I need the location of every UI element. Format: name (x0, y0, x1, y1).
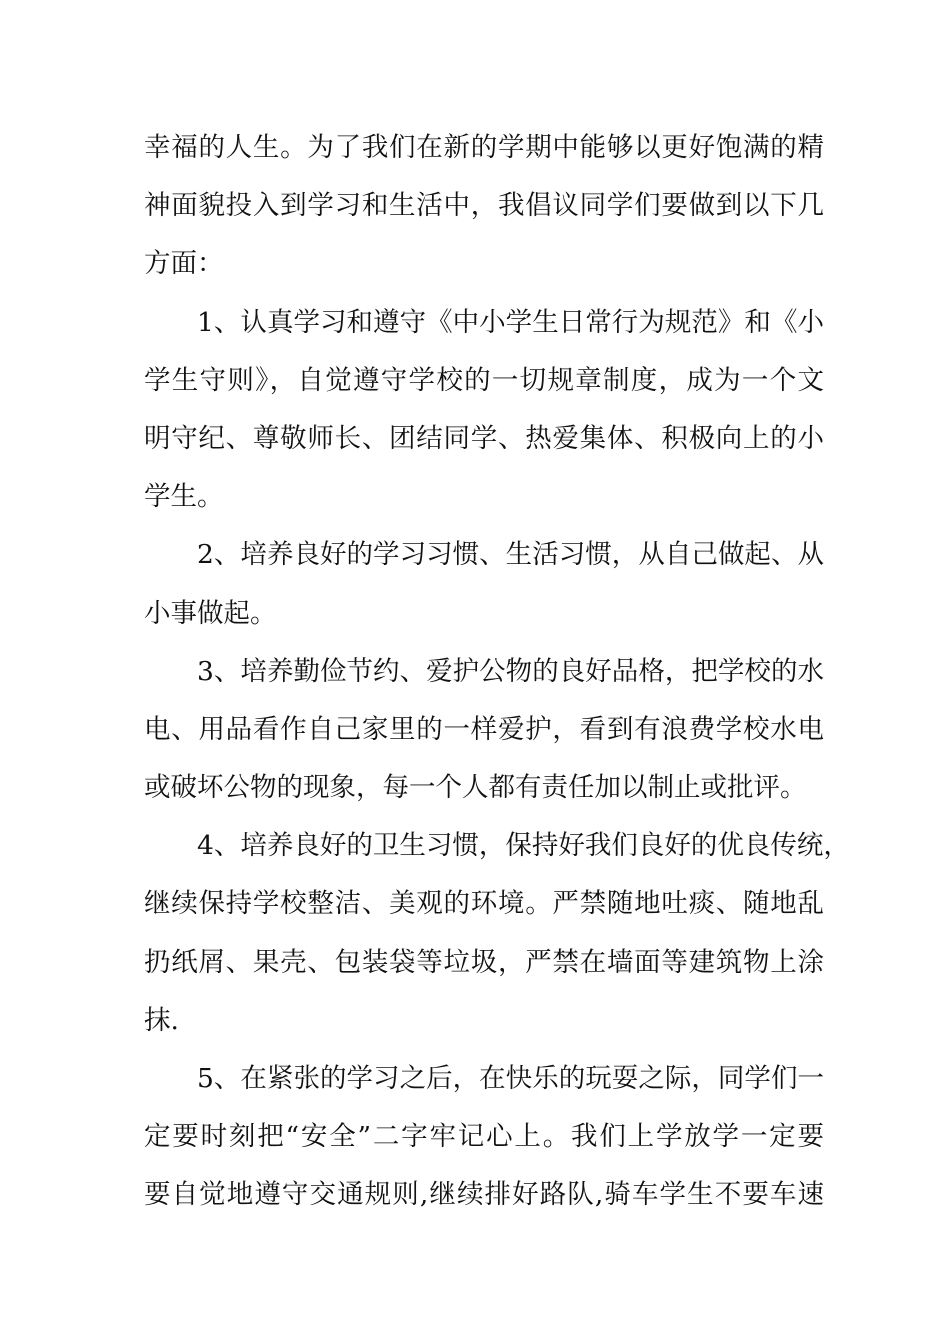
text-line: 小事做起。 (144, 597, 277, 629)
text-line: 神面貌投入到学习和生活中，我倡议同学们要做到以下几 (144, 190, 824, 222)
text-line: 幸福的人生。为了我们在新的学期中能够以更好饱满的精 (144, 132, 824, 163)
text-line: 电、用品看作自己家里的一样爱护，看到有浪费学校水电 (144, 713, 824, 745)
paragraph-1-start: 1、认真学习和遵守《中小学生日常行为规范》和《小 (197, 306, 824, 338)
text-line: 继续保持学校整洁、美观的环境。严禁随地吐痰、随地乱 (144, 888, 824, 920)
paragraph-3-start: 3、培养勤俭节约、爱护公物的良好品格，把学校的水 (197, 655, 824, 687)
text-line: 学生守则》，自觉遵守学校的一切规章制度，成为一个文 (144, 364, 824, 396)
text-line: 扔纸屑、果壳、包装袋等垃圾，严禁在墙面等建筑物上涂 (144, 946, 824, 978)
paragraph-2-start: 2、培养良好的学习习惯、生活习惯，从自己做起、从 (197, 539, 824, 571)
text-line: 要自觉地遵守交通规则,继续排好路队,骑车学生不要车速 (144, 1179, 824, 1211)
body-text (144, 119, 850, 1225)
text-line: 方面： (144, 248, 224, 280)
text-line: 定要时刻把“安全”二字牢记心上。我们上学放学一定要 (144, 1121, 824, 1153)
paragraph-5-start: 5、在紧张的学习之后，在快乐的玩耍之际，同学们一 (197, 1063, 824, 1094)
text-line: 明守纪、尊敬师长、团结同学、热爱集体、积极向上的小 (144, 422, 824, 454)
text-line: 学生。 (144, 481, 224, 513)
text-line: 抹. (144, 1004, 179, 1036)
paragraph-4-start: 4、培养良好的卫生习惯，保持好我们良好的优良传统， (197, 830, 850, 862)
text-line: 或破坏公物的现象，每一个人都有责任加以制止或批评。 (144, 772, 807, 804)
